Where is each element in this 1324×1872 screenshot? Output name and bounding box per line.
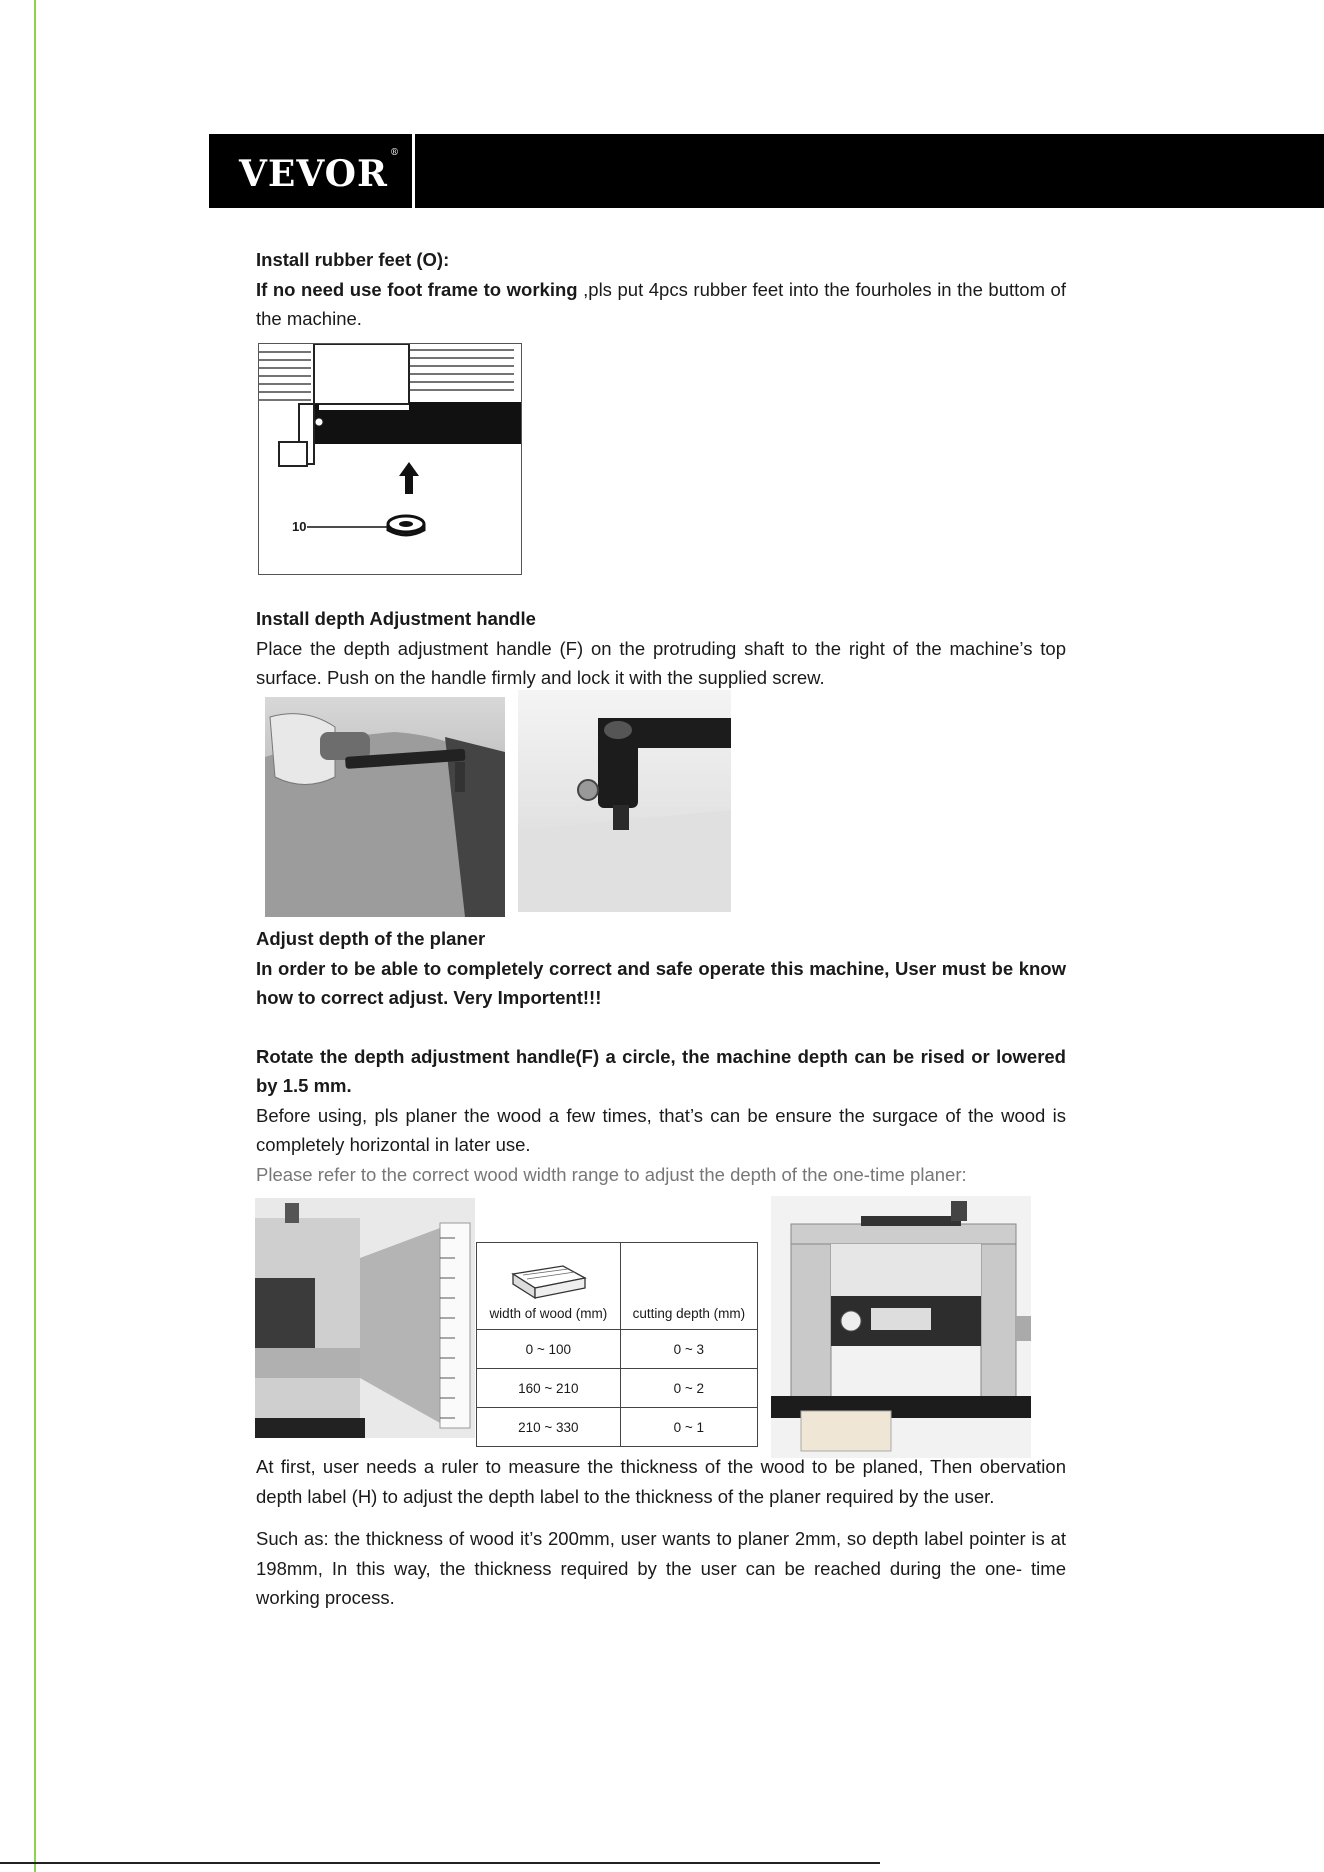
depth-table bbox=[476, 1242, 758, 1447]
table-row: 210 ~ 330 0 ~ 1 bbox=[477, 1408, 758, 1447]
section-title: Install depth Adjustment handle bbox=[256, 608, 536, 629]
handle-locked-photo bbox=[518, 690, 731, 912]
planer-machine-photo bbox=[771, 1196, 1031, 1458]
margin-rule bbox=[34, 0, 36, 1872]
section-title: Install rubber feet (O): bbox=[256, 249, 450, 270]
section-title: Adjust depth of the planer bbox=[256, 928, 486, 949]
section-adjust-depth bbox=[256, 924, 1066, 1189]
section-text: Place the depth adjustment handle (F) on the protruding shaft to the right of the machine’s top surface. Push on the handle firmly and lock it with the supplied screw. bbox=[256, 637, 1066, 688]
callout-label: 10 bbox=[292, 519, 307, 534]
paragraph: Such as: the thickness of wood it’s 200mm, user wants to planer 2mm, so depth label pointer is at 198mm, In this way, the thickness required by the user can be reached during the one- time working process. bbox=[256, 1528, 1066, 1608]
refer-note: Please refer to the correct wood width range to adjust the depth of the one-time planer: bbox=[256, 1163, 967, 1185]
header-bar bbox=[209, 134, 1324, 208]
table-header: width of wood (mm) bbox=[477, 1243, 621, 1330]
rotate-note: Rotate the depth adjustment handle(F) a circle, the machine depth can be rised or lowered by 1.5 mm. bbox=[256, 1045, 1066, 1096]
warning-text: In order to be able to completely correct and safe operate this machine, User must be know how to correct adjust. Very Importent!!! bbox=[256, 957, 1066, 1008]
section-measure bbox=[256, 1452, 1066, 1613]
before-using-text: Before using, pls planer the wood a few times, that’s can be ensure the surgace of the wood is completely horizontal in later use. bbox=[256, 1104, 1066, 1155]
header-divider bbox=[412, 134, 415, 208]
footer-rule bbox=[0, 1862, 880, 1864]
depth-scale-photo bbox=[255, 1198, 475, 1438]
rubber-feet-figure bbox=[258, 343, 522, 575]
table-row: 0 ~ 100 0 ~ 3 bbox=[477, 1330, 758, 1369]
section-rubber-feet bbox=[256, 245, 1066, 334]
table-row: 160 ~ 210 0 ~ 2 bbox=[477, 1369, 758, 1408]
paragraph: At first, user needs a ruler to measure the thickness of the wood to be planed, Then obervation depth label (H) to adjust the depth label to the thickness of the planer required by the user. bbox=[256, 1456, 1066, 1507]
table-header: cutting depth (mm) bbox=[620, 1243, 757, 1330]
section-text: If no need use foot frame to working ,pls put 4pcs rubber feet into the fourholes in the buttom of the machine. bbox=[256, 278, 1066, 329]
section-depth-handle bbox=[256, 604, 1066, 693]
wood-plank-icon bbox=[503, 1262, 593, 1302]
brand-logo: VEVOR ® bbox=[239, 148, 400, 195]
handle-install-photo bbox=[265, 697, 505, 917]
